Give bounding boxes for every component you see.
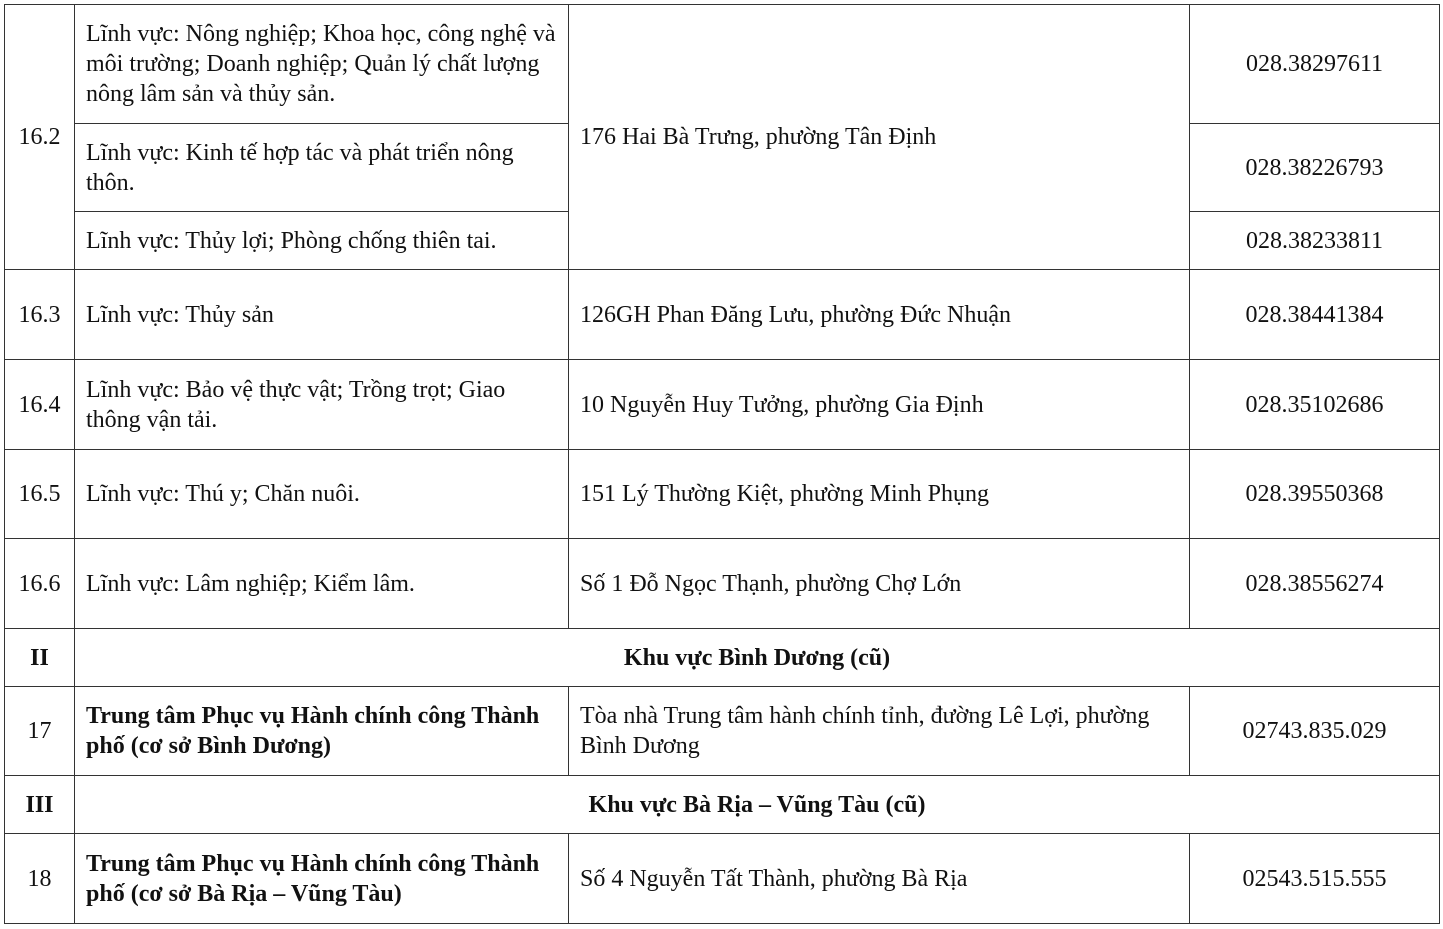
address-cell: Số 1 Đỗ Ngọc Thạnh, phường Chợ Lớn (569, 539, 1190, 629)
address-cell: Số 4 Nguyễn Tất Thành, phường Bà Rịa (569, 834, 1190, 924)
field-cell: Lĩnh vực: Thủy sản (75, 270, 569, 360)
address-cell: 126GH Phan Đăng Lưu, phường Đức Nhuận (569, 270, 1190, 360)
table-row (5, 360, 1440, 450)
section-title: Khu vực Bình Dương (cũ) (75, 629, 1440, 687)
field-cell: Lĩnh vực: Lâm nghiệp; Kiểm lâm. (75, 539, 569, 629)
field-cell: Lĩnh vực: Bảo vệ thực vật; Trồng trọt; Giao thông vận tải. (75, 360, 569, 450)
phone-cell: 028.38441384 (1190, 270, 1440, 360)
table-row (5, 5, 1440, 124)
office-name-cell: Trung tâm Phục vụ Hành chính công Thành phố (cơ sở Bà Rịa – Vũng Tàu) (75, 834, 569, 924)
offices-table (4, 4, 1440, 924)
field-cell: Lĩnh vực: Kinh tế hợp tác và phát triển nông thôn. (75, 124, 569, 212)
field-cell: Lĩnh vực: Thủy lợi; Phòng chống thiên tai. (75, 212, 569, 270)
section-number: II (5, 629, 75, 687)
row-number: 16.6 (5, 539, 75, 629)
row-number: 16.2 (5, 5, 75, 270)
phone-cell: 028.39550368 (1190, 450, 1440, 539)
row-number: 16.4 (5, 360, 75, 450)
table-row (5, 270, 1440, 360)
row-number: 16.3 (5, 270, 75, 360)
table-row (5, 687, 1440, 776)
row-number: 16.5 (5, 450, 75, 539)
section-row (5, 776, 1440, 834)
row-number: 17 (5, 687, 75, 776)
table-row (5, 834, 1440, 924)
address-cell: Tòa nhà Trung tâm hành chính tỉnh, đường Lê Lợi, phường Bình Dương (569, 687, 1190, 776)
phone-cell: 02743.835.029 (1190, 687, 1440, 776)
phone-cell: 028.38297611 (1190, 5, 1440, 124)
section-row (5, 629, 1440, 687)
table-row (5, 450, 1440, 539)
field-cell: Lĩnh vực: Thú y; Chăn nuôi. (75, 450, 569, 539)
office-name-cell: Trung tâm Phục vụ Hành chính công Thành phố (cơ sở Bình Dương) (75, 687, 569, 776)
phone-cell: 028.38233811 (1190, 212, 1440, 270)
phone-cell: 028.35102686 (1190, 360, 1440, 450)
address-cell: 10 Nguyễn Huy Tưởng, phường Gia Định (569, 360, 1190, 450)
field-cell: Lĩnh vực: Nông nghiệp; Khoa học, công nghệ và môi trường; Doanh nghiệp; Quản lý chất lượng nông lâm sản và thủy sản. (75, 5, 569, 124)
phone-cell: 028.38226793 (1190, 124, 1440, 212)
address-cell: 176 Hai Bà Trưng, phường Tân Định (569, 5, 1190, 270)
row-number: 18 (5, 834, 75, 924)
section-number: III (5, 776, 75, 834)
table-row (5, 539, 1440, 629)
address-cell: 151 Lý Thường Kiệt, phường Minh Phụng (569, 450, 1190, 539)
phone-cell: 02543.515.555 (1190, 834, 1440, 924)
phone-cell: 028.38556274 (1190, 539, 1440, 629)
section-title: Khu vực Bà Rịa – Vũng Tàu (cũ) (75, 776, 1440, 834)
